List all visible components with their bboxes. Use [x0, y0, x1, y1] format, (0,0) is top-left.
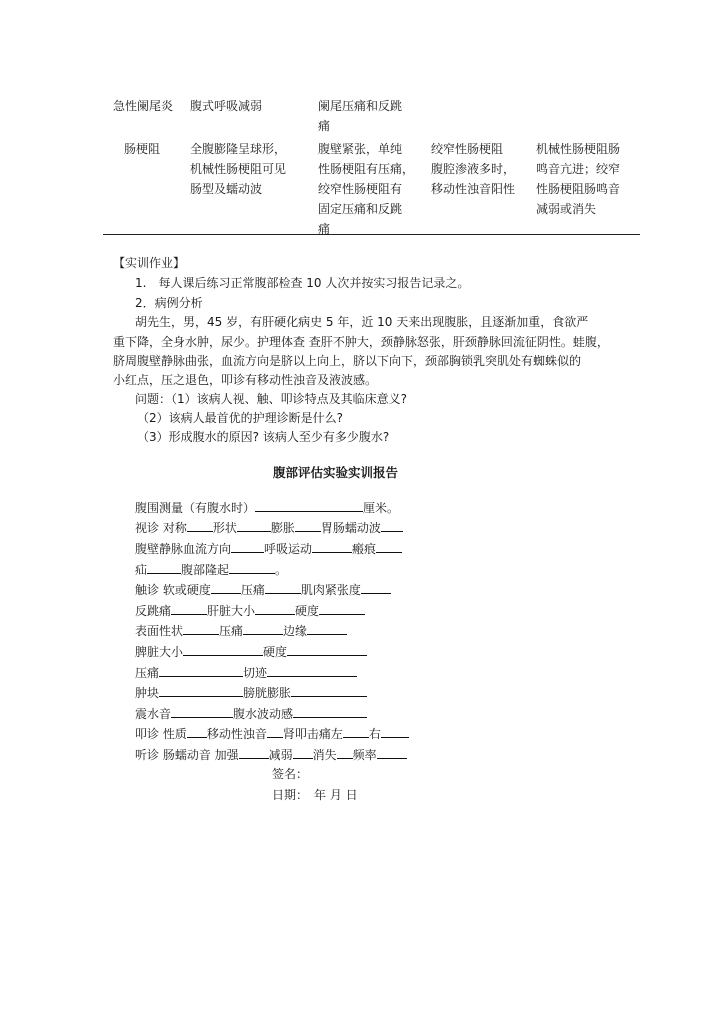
- blank-field[interactable]: [343, 725, 369, 738]
- report-line-inspection: 视诊 对称 形状 膨胀 胃肠蠕动波: [135, 518, 403, 538]
- blank-field[interactable]: [159, 684, 243, 697]
- blank-field[interactable]: [291, 684, 367, 697]
- palpation-cell: 腹壁紧张，单纯 性肠梗阻有压痛， 绞窄性肠梗阻有 固定压痛和反跳 痛: [318, 142, 415, 236]
- blank-field[interactable]: [255, 602, 295, 615]
- report-line-liver: 反跳痛 肝脏大小 硬度: [135, 601, 365, 621]
- blank-field[interactable]: [239, 746, 269, 759]
- blank-field[interactable]: [361, 581, 391, 594]
- blank-field[interactable]: [187, 725, 207, 738]
- blank-field[interactable]: [319, 602, 365, 615]
- disease-name: 肠梗阻: [124, 142, 161, 156]
- blank-field[interactable]: [229, 561, 275, 574]
- homework-item-2: 2．病例分析: [135, 296, 203, 310]
- question-3: （3）形成腹水的原因? 该病人至少有多少腹水?: [137, 430, 390, 444]
- blank-field[interactable]: [287, 643, 367, 656]
- blank-field[interactable]: [147, 561, 181, 574]
- blank-field[interactable]: [337, 746, 353, 759]
- homework-item-1: 1. 每人课后练习正常腹部检查 10 人次并按实习报告记录之。: [135, 276, 470, 290]
- report-line-veins: 腹壁静脉血流方向 呼吸运动 瘢痕: [135, 539, 402, 559]
- date-label: 日期： 年 月 日: [272, 788, 358, 802]
- question-1: 问题：（1）该病人视、触、叩诊特点及其临床意义?: [135, 392, 408, 406]
- blank-field[interactable]: [307, 622, 347, 635]
- blank-field[interactable]: [267, 725, 283, 738]
- blank-field[interactable]: [183, 622, 219, 635]
- blank-field[interactable]: [265, 581, 301, 594]
- report-line-auscultation: 听诊 肠蠕动音 加强 减弱 消失 频率: [135, 745, 407, 765]
- blank-field[interactable]: [267, 664, 357, 677]
- report-line-waist: 腹围测量（有腹水时） 厘米。: [135, 501, 400, 515]
- report-line-percussion: 叩诊 性质 移动性浊音 肾叩击痛左 右: [135, 724, 409, 744]
- blank-field[interactable]: [231, 540, 264, 553]
- homework-heading: 【实训作业】: [113, 256, 186, 270]
- signature-label: 签名：: [272, 767, 309, 781]
- blank-field[interactable]: [237, 519, 271, 532]
- blank-field[interactable]: [293, 746, 313, 759]
- report-line-mass: 肿块 膀胱膨胀: [135, 683, 367, 703]
- blank-field[interactable]: [381, 519, 403, 532]
- question-2: （2）该病人最首优的护理诊断是什么?: [137, 411, 344, 425]
- blank-field[interactable]: [159, 664, 243, 677]
- blank-field[interactable]: [295, 519, 321, 532]
- blank-field[interactable]: [171, 705, 233, 718]
- blank-field[interactable]: [171, 602, 207, 615]
- blank-field[interactable]: [211, 581, 241, 594]
- report-line-pain: 压痛 切迹: [135, 663, 357, 683]
- report-line-spleen: 脾脏大小 硬度: [135, 642, 367, 662]
- percussion-cell: 绞窄性肠梗阻 腹腔渗液多时， 移动性浊音阳性: [431, 142, 516, 196]
- report-line-hernia: 疝 腹部隆起 。: [135, 563, 288, 577]
- blank-field[interactable]: [312, 540, 352, 553]
- report-line-palpation: 触诊 软或硬度 压痛 肌肉紧张度: [135, 580, 391, 600]
- report-title: 腹部评估实验实训报告: [273, 465, 399, 480]
- blank-field[interactable]: [381, 725, 409, 738]
- table-bottom-rule: [103, 234, 640, 235]
- inspection-cell: 腹式呼吸减弱: [190, 99, 263, 113]
- blank-field[interactable]: [377, 746, 407, 759]
- blank-field[interactable]: [376, 540, 402, 553]
- auscultation-cell: 机械性肠梗阻肠 鸣音亢进；绞窄 性肠梗阻肠鸣音 减弱或消失: [536, 142, 621, 216]
- blank-field[interactable]: [243, 622, 283, 635]
- blank-field[interactable]: [183, 643, 263, 656]
- disease-name: 急性阑尾炎: [113, 99, 174, 113]
- inspection-cell: 全腹膨隆呈球形， 机械性肠梗阻可见 肠型及蠕动波: [190, 142, 287, 196]
- palpation-cell: 阑尾压痛和反跳 痛: [318, 99, 403, 133]
- report-line-splash: 震水音 腹水波动感: [135, 704, 367, 724]
- blank-field[interactable]: [255, 499, 363, 512]
- report-line-surface: 表面性状 压痛 边缘: [135, 621, 347, 641]
- blank-field[interactable]: [293, 705, 367, 718]
- blank-field[interactable]: [187, 519, 213, 532]
